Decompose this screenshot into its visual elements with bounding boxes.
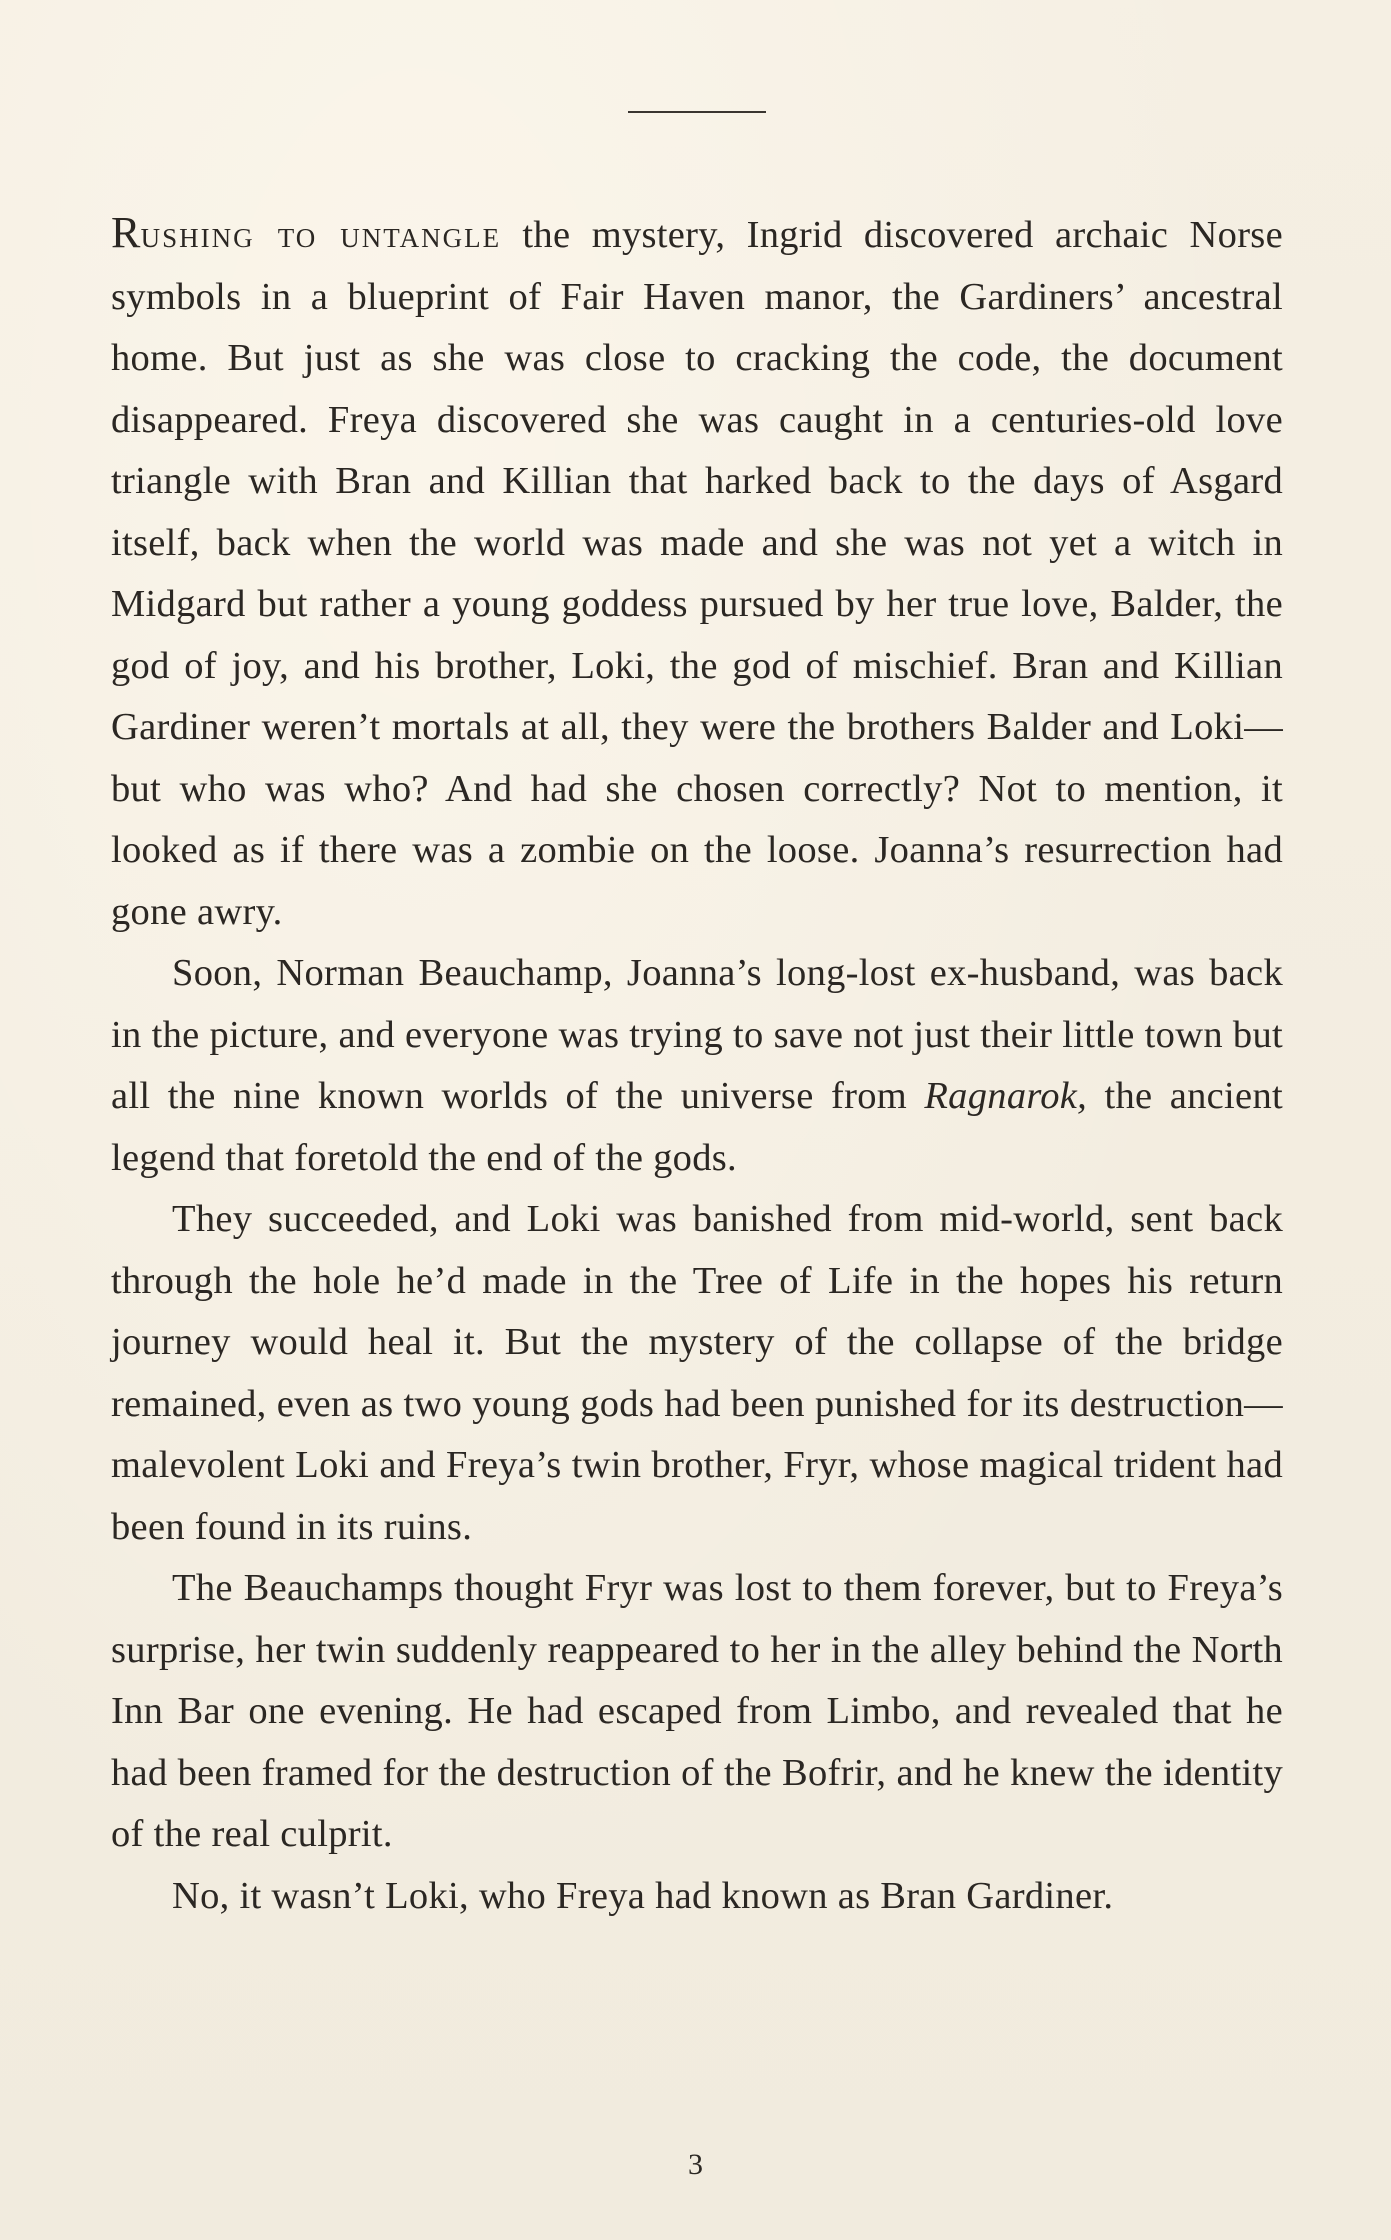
- paragraph-3: They succeeded, and Loki was banished from mid-world, sent back through the hole he’d made in the Tree of Life in the hopes his return journey would heal it. But the mystery of the collapse of the bridge remained, even as two young gods had been punished for its destruction—malevolent Loki and Freya’s twin brother, Fryr, whose magical trident had been found in its ruins.: [111, 1198, 1283, 1548]
- paragraph-1: [111, 202, 1283, 943]
- paragraph-2: [111, 943, 1283, 1189]
- paragraph-2-text-b: the ancient legend that foretold the end of the gods.: [111, 1075, 1283, 1179]
- paragraph-2-italic: Ragnarok,: [924, 1075, 1088, 1117]
- paragraph-5: No, it wasn’t Loki, who Freya had known as Bran Gardiner.: [172, 1874, 1114, 1917]
- paragraph-1-text: the mystery, Ingrid discovered archaic Norse symbols in a blueprint of Fair Haven manor, the Gardiners’ ancestral home. But just as she was close to cracking the code, the document disappeared. Freya discovered she was caught in a centuries-old love triangle with Bran and Killian that harked back to the days of Asgard itself, back when the world was made and she was not yet a witch in Midgard but rather a young goddess pursued by her true love, Balder, the god of joy, and his brother, Loki, the god of mischief. Bran and Killian Gardiner weren’t mortals at all, they were the brothers Balder and Loki—but who was who? And had she chosen correctly? Not to mention, it looked as if there was a zombie on the loose. Joanna’s resurrection had gone awry.: [111, 214, 1283, 933]
- section-rule: [628, 111, 766, 113]
- paragraph-4: The Beauchamps thought Fryr was lost to them forever, but to Freya’s surprise, her twin suddenly reappeared to her in the alley behind the North Inn Bar one evening. He had escaped from Limbo, and revealed that he had been framed for the destruction of the Bofrir, and he knew the identity of the real culprit.: [111, 1567, 1283, 1855]
- opening-letter: R: [111, 208, 141, 257]
- page-number: 3: [688, 2148, 703, 2181]
- paragraph-2-text-a: Soon, Norman Beauchamp, Joanna’s long-lost ex-husband, was back in the picture, and everyone was trying to save not just their little town but all the nine known worlds of the universe from: [111, 952, 1283, 1117]
- body-text: [111, 202, 1283, 1927]
- opening-smallcaps: ushing to untangle: [140, 214, 502, 256]
